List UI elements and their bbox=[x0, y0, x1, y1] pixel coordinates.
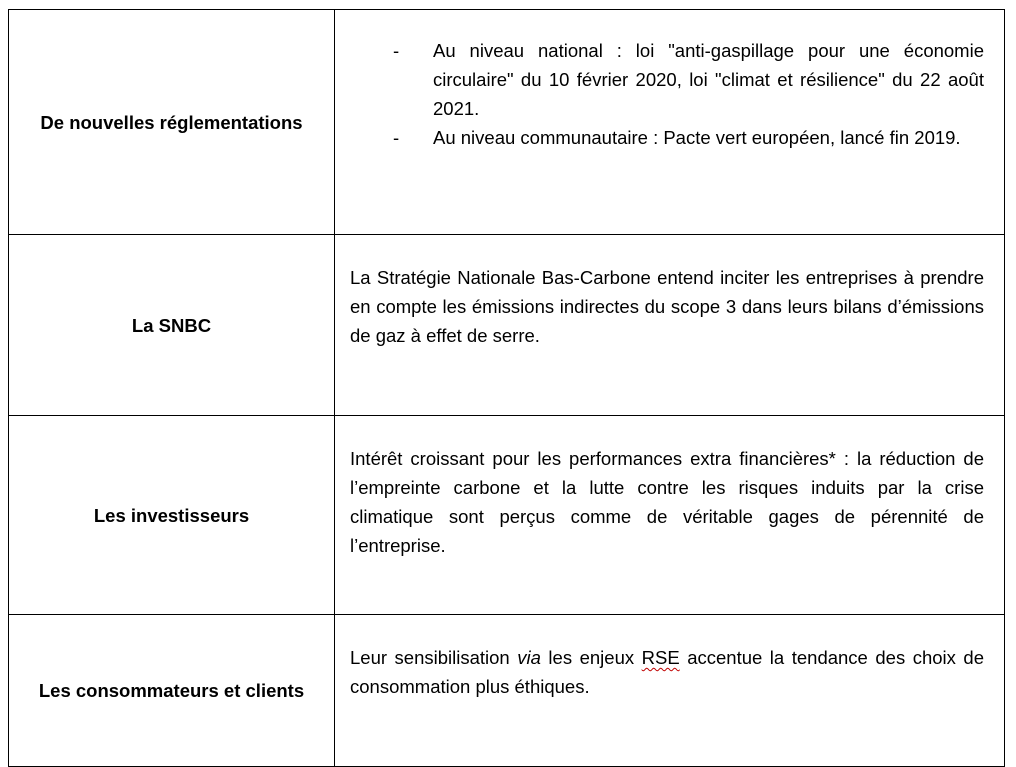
row-description-consumers bbox=[335, 615, 1005, 767]
text-fragment: Leur sensibilisation bbox=[350, 647, 518, 668]
table-row bbox=[9, 615, 1005, 767]
row-label-regulations: De nouvelles réglementations bbox=[9, 10, 335, 235]
regulations-list bbox=[350, 36, 984, 152]
row-label-snbc: La SNBC bbox=[9, 235, 335, 416]
italic-via: via bbox=[517, 647, 541, 668]
description-text bbox=[350, 643, 984, 701]
row-label-investors: Les investisseurs bbox=[9, 416, 335, 615]
bullet-text: Au niveau national : loi "anti-gaspillage pour une économie circulaire" du 10 février 2020, loi "climat et résilience" du 22 août 2021. bbox=[433, 40, 984, 119]
drivers-table bbox=[8, 9, 1005, 767]
table-row bbox=[9, 416, 1005, 615]
text-fragment: accentue la tendance des choix de consommation plus éthiques. bbox=[350, 647, 985, 697]
table-row bbox=[9, 235, 1005, 416]
bullet-dash: - bbox=[393, 40, 400, 61]
list-item bbox=[350, 123, 984, 152]
row-label-consumers: Les consommateurs et clients bbox=[9, 615, 335, 767]
list-item bbox=[350, 36, 984, 123]
bullet-dash: - bbox=[393, 127, 400, 148]
description-text: Intérêt croissant pour les performances extra financières* : la réduction de l’empreinte carbone et la lutte contre les risques induits par la crise climatique sont perçus comme de véritable gages de pérennité de l’entreprise. bbox=[350, 448, 984, 556]
text-fragment: les enjeux bbox=[540, 647, 642, 668]
rse-term: RSE bbox=[641, 647, 680, 668]
bullet-text: Au niveau communautaire : Pacte vert européen, lancé fin 2019. bbox=[433, 127, 961, 148]
row-description-regulations bbox=[335, 10, 1005, 235]
table-row bbox=[9, 10, 1005, 235]
row-description-snbc bbox=[335, 235, 1005, 416]
row-description-investors bbox=[335, 416, 1005, 615]
description-text: La Stratégie Nationale Bas-Carbone entend inciter les entreprises à prendre en compte les émissions indirectes du scope 3 dans leurs bilans d’émissions de gaz à effet de serre. bbox=[350, 267, 984, 346]
